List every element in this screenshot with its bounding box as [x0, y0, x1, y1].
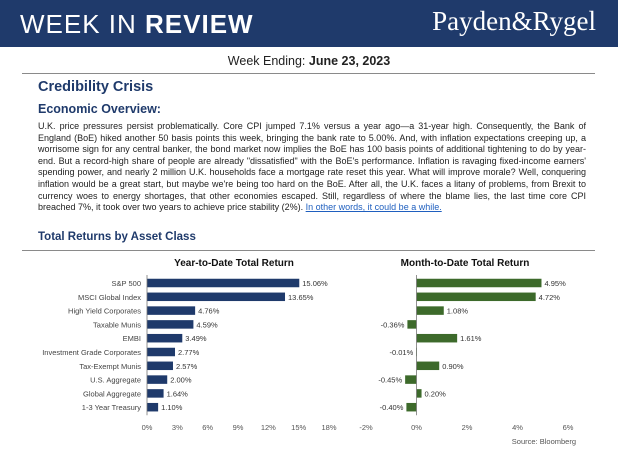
bar — [417, 362, 440, 371]
bar — [147, 389, 164, 398]
category-label: 1-3 Year Treasury — [81, 403, 141, 413]
value-label: -0.40% — [379, 403, 404, 413]
bar — [406, 403, 416, 412]
bar — [147, 320, 193, 329]
tick-label: 15% — [291, 423, 307, 432]
bar — [417, 389, 422, 398]
title-light: WEEK IN — [20, 9, 137, 39]
category-label: Taxable Munis — [93, 320, 141, 330]
category-label: High Yield Corporates — [68, 306, 141, 316]
value-label: 1.64% — [166, 389, 188, 399]
value-label: 2.57% — [175, 361, 198, 371]
value-label: 2.77% — [178, 348, 200, 357]
divider — [22, 73, 595, 74]
category-label: MSCI Global Index — [78, 292, 141, 302]
value-label: 4.59% — [196, 320, 218, 330]
week-ending-line — [0, 54, 618, 68]
header-banner — [0, 0, 618, 47]
category-label: Global Aggregate — [83, 389, 141, 399]
section-subhead: Economic Overview: — [38, 102, 161, 116]
bar — [147, 348, 175, 357]
value-label: -0.45% — [378, 375, 403, 385]
bar — [416, 348, 417, 357]
category-label: Tax-Exempt Munis — [79, 361, 141, 371]
tick-label: 0% — [411, 423, 422, 432]
category-label: S&P 500 — [111, 279, 141, 288]
value-label: 13.65% — [288, 292, 314, 302]
value-label: 1.08% — [446, 306, 469, 316]
tick-label: 18% — [321, 423, 337, 432]
category-label: EMBI — [122, 334, 141, 344]
tick-label: 0% — [141, 423, 153, 432]
tick-label: 9% — [232, 423, 244, 432]
value-label: -0.36% — [380, 320, 405, 330]
week-date: June 23, 2023 — [308, 54, 391, 68]
bar — [147, 403, 158, 412]
tick-label: 4% — [512, 423, 523, 432]
tick-label: 6% — [562, 423, 574, 432]
value-label: 4.72% — [538, 292, 560, 302]
tick-label: 12% — [260, 423, 276, 432]
chart-title: Month-to-Date Total Return — [400, 258, 530, 269]
bar — [147, 306, 195, 315]
bar — [417, 293, 536, 302]
tick-label: -2% — [359, 423, 373, 432]
value-label: 0.20% — [424, 389, 446, 399]
value-label: 3.49% — [185, 334, 207, 344]
bar — [147, 362, 173, 371]
bar — [147, 293, 285, 302]
value-label: 4.76% — [198, 306, 220, 316]
value-label: 4.95% — [544, 279, 566, 288]
value-label: -0.01% — [389, 348, 414, 357]
value-label: 1.61% — [460, 334, 482, 344]
bar — [147, 375, 167, 384]
article-link[interactable]: In other words, it could be a while. — [305, 202, 442, 213]
chart-title: Year-to-Date Total Return — [174, 258, 294, 269]
category-label: U.S. Aggregate — [90, 375, 141, 385]
article-headline: Credibility Crisis — [38, 79, 154, 95]
source-note: Source: Bloomberg — [511, 437, 576, 446]
article-body — [38, 121, 586, 214]
newsletter-title — [20, 9, 254, 40]
bar — [147, 334, 182, 343]
bar — [147, 279, 299, 288]
tick-label: 6% — [202, 423, 214, 432]
tick-label: 2% — [461, 423, 473, 432]
bar — [407, 320, 416, 329]
value-label: 1.10% — [161, 403, 183, 413]
value-label: 15.06% — [302, 279, 328, 288]
value-label: 2.00% — [170, 375, 192, 385]
company-logo[interactable]: Payden&Rygel — [432, 6, 596, 36]
chart-section-title: Total Returns by Asset Class — [38, 231, 196, 243]
value-label: 0.90% — [442, 361, 464, 371]
week-label: Week Ending: — [227, 54, 306, 68]
bar — [417, 334, 458, 343]
category-label: Investment Grade Corporates — [42, 348, 141, 357]
bar — [405, 375, 416, 384]
bar — [417, 279, 542, 288]
title-bold: REVIEW — [145, 9, 254, 39]
article-text: U.K. price pressures persist problematically. Core CPI jumped 7.1% versus a year ago—a 31-year high. Consequently, the Bank of England (BoE) hiked another 50 basis points this week, bringing the bank rate to 5.00%. And, with inflation expectations creeping up, a worrisome sign for any central banker, the bond market now implies the BoE has 100 basis points of additional tightening to do by year-end. But a record-high share of people are already "dissatisfied" with the BoE's performance. Inflation is ravaging fixed-income earners' spending power, and nearly 2 million U.K. households face a mortgage rate reset this year. What will improve morale? Well, conquering inflation would be a great start, but maybe we're being too hard on the BoE. After all, the U.K. faces a litany of problems, from Brexit to currency woes to energy shortages, that other economies escaped. Still, regardless of where the blame lies, the last time core CPI breached 7%, it took over two years to achieve price stability (2%). — [38, 121, 586, 213]
bar — [417, 306, 444, 315]
divider — [22, 250, 595, 251]
tick-label: 3% — [171, 423, 183, 432]
